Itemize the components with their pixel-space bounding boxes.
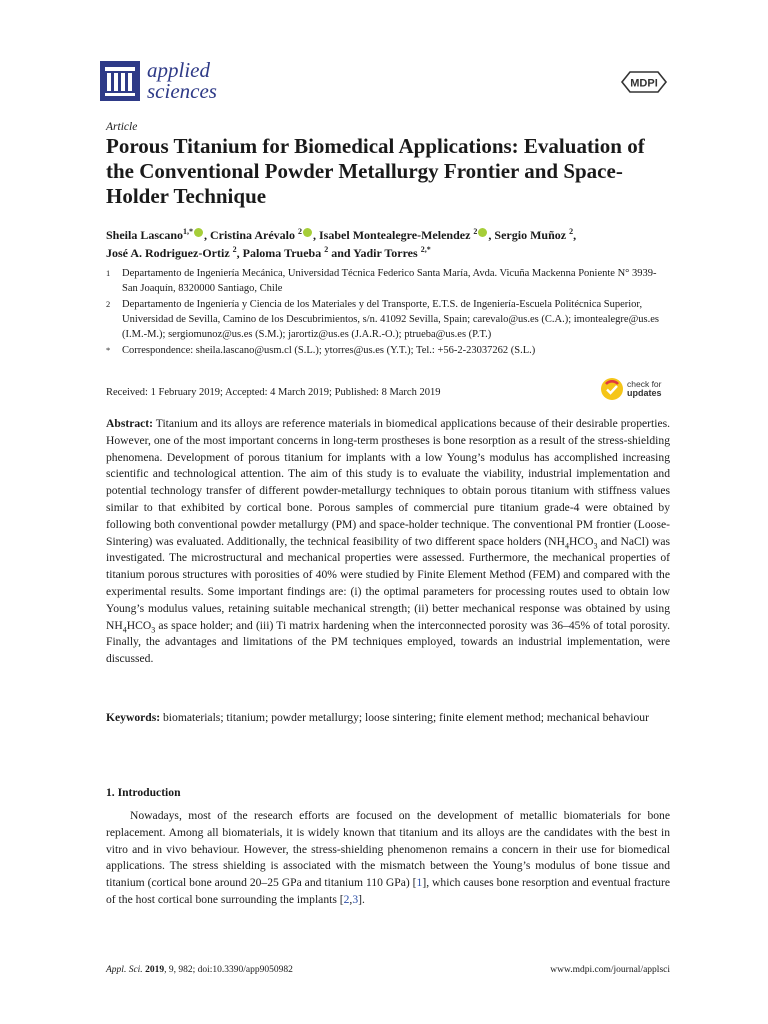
keywords-label: Keywords: bbox=[106, 711, 161, 724]
affiliation-number: * bbox=[106, 345, 111, 355]
keywords bbox=[106, 710, 670, 727]
publication-dates: Received: 1 February 2019; Accepted: 4 March 2019; Published: 8 March 2019 bbox=[106, 387, 441, 398]
publisher-name: MDPI bbox=[630, 77, 658, 90]
author-name[interactable]: , Isabel Montealegre-Melendez bbox=[313, 228, 471, 242]
article-title: Porous Titanium for Biomedical Applications: Evaluation of the Conventional Powder Metallurgy Frontier and Space-Holder Technique bbox=[106, 134, 645, 208]
citation-link[interactable]: 3 bbox=[352, 892, 359, 906]
check-for-updates-badge[interactable] bbox=[600, 377, 662, 401]
formula-subscript: 3 bbox=[593, 540, 598, 550]
journal-url[interactable]: www.mdpi.com/journal/applsci bbox=[550, 965, 670, 975]
citation-footer bbox=[106, 965, 293, 975]
paragraph-text: ]. bbox=[358, 892, 365, 906]
author-affil-sup: 2 bbox=[232, 245, 237, 254]
formula-subscript: 4 bbox=[122, 624, 127, 634]
footer-journal: Appl. Sci. bbox=[106, 965, 143, 975]
affiliation-text: Departamento de Ingeniería y Ciencia de los Materiales y del Transporte, E.T.S. de Ingeniería-Escuela Politécnica Superior, Universidad de Sevilla, Camino de los Descubrimientos, s/n. 41092 Sevilla, Spain; carevalo@us.es (C.A.); imontealegre@us.es (I.M.-M.); sergiomunoz@us.es (S.M.); jarortiz@us.es (J.A.R.-O.); ptrueba@us.es (P.T.) bbox=[122, 299, 659, 340]
author-affil-sup: 2 bbox=[324, 245, 329, 254]
author-affil-sup: 1,* bbox=[183, 227, 194, 236]
author-name[interactable]: José A. Rodriguez-Ortiz bbox=[106, 246, 230, 260]
citation-link[interactable]: 1 bbox=[416, 876, 423, 890]
abstract-text: Titanium and its alloys are reference materials in biomedical applications because of their desirable properties. However, one of the most important concerns in long-term prostheses is bone resorption as a result of the stress-shielding phenomena. Development of porous titanium for implants with a low Young’s modulus has accomplished increasing scientific and technological attention. The aim of this study is to evaluate the viability, industrial implementation and potential technology transfer of different powder-metallurgy techniques to obtain porous titanium with stiffness values similar to that exhibited by cortical bone. Porous samples of commercial pure titanium grade-4 were obtained by following both conventional powder metallurgy (PM) and space-holder technique. The conventional PM frontier (Loose-Sintering) was evaluated. Additionally, the technical feasibility of two different space holders (NH bbox=[106, 417, 670, 548]
paragraph-text: Nowadays, most of the research efforts are focused on the development of metallic biomaterials for bone replacement. Among all biomaterials, it is widely known that titanium and its alloys are the candidates with the best in vitro and in vivo behaviour. However, the stress-shielding phenomenon remains a concern in their use for biomedical applications. The stress shielding is associated with the mismatch between the Young’s modulus of bone tissue and titanium (cortical bone around 20–25 GPa and titanium 110 GPa) [ bbox=[106, 809, 670, 890]
author-affil-sup: 2 bbox=[298, 227, 303, 236]
author-affil-sup: 2 bbox=[473, 227, 478, 236]
check-updates-line2: updates bbox=[627, 388, 662, 398]
author-name[interactable]: , Paloma Trueba bbox=[236, 246, 322, 260]
author-name[interactable]: and Yadir Torres bbox=[328, 246, 418, 260]
author-name[interactable]: , Cristina Arévalo bbox=[204, 228, 296, 242]
correspondence-text: Correspondence: sheila.lascano@usm.cl (S.L.); ytorres@us.es (Y.T.); Tel.: +56-2-23037262 (S.L.) bbox=[122, 345, 536, 356]
article-type: Article bbox=[106, 121, 138, 133]
orcid-icon[interactable] bbox=[303, 228, 312, 237]
abstract-text: HCO bbox=[569, 534, 594, 548]
orcid-icon[interactable] bbox=[478, 228, 487, 237]
author-separator: , bbox=[573, 228, 577, 242]
journal-columns-icon bbox=[100, 61, 140, 101]
abstract bbox=[106, 416, 670, 668]
footer-year: 2019 bbox=[145, 965, 165, 975]
introduction-paragraph bbox=[106, 808, 670, 909]
paragraph-text: ], which causes bone resorption and eventual fracture of the host cortical bone surrounding the implants [ bbox=[106, 876, 670, 906]
affiliation-number: 1 bbox=[106, 268, 111, 278]
check-updates-icon bbox=[600, 377, 624, 401]
affiliations bbox=[106, 266, 670, 359]
correspondence-item bbox=[106, 343, 670, 358]
journal-name-line2: sciences bbox=[147, 79, 217, 103]
affiliation-item bbox=[106, 266, 670, 296]
affiliation-number: 2 bbox=[106, 299, 111, 309]
check-updates-line1: check for bbox=[627, 379, 662, 389]
orcid-icon[interactable] bbox=[194, 228, 203, 237]
journal-name-line1: applied bbox=[147, 58, 210, 82]
citation-link[interactable]: 2 bbox=[343, 892, 350, 906]
author-name[interactable]: Sheila Lascano bbox=[106, 228, 184, 242]
author-name[interactable]: , Sergio Muñoz bbox=[488, 228, 567, 242]
affiliation-item bbox=[106, 297, 670, 342]
formula-subscript: 3 bbox=[151, 624, 156, 634]
author-affil-sup: 2,* bbox=[420, 245, 431, 254]
abstract-text: and NaCl) was investigated. The microstructural and mechanical properties were assessed. Furthermore, the mechanical properties of titanium porous structures with porosities of 40% were studied by Finite Element Method (FEM) and compared with the experimental results. Some important findings are: (i) the optimal parameters for processing routes used to obtain low Young’s modulus values, retaining suitable mechanical strength; (ii) better mechanical response was obtained by using NH bbox=[106, 534, 670, 632]
author-list bbox=[106, 226, 666, 262]
abstract-text: HCO bbox=[126, 618, 152, 632]
formula-subscript: 4 bbox=[565, 540, 569, 550]
footer-doi: , 9, 982; doi:10.3390/app9050982 bbox=[164, 965, 293, 975]
abstract-label: Abstract: bbox=[106, 417, 154, 430]
abstract-text: as space holder; and (iii) Ti matrix hardening when the interconnected porosity was 36–45% of total porosity. Finally, the advantages and limitations of the PM techniques employed, towards an industrial implementation, were discussed. bbox=[106, 618, 670, 666]
check-updates-label bbox=[627, 380, 662, 398]
journal-logo[interactable] bbox=[100, 60, 217, 102]
publisher-logo[interactable] bbox=[620, 68, 668, 101]
mdpi-logo-icon bbox=[620, 68, 668, 96]
keywords-text: biomaterials; titanium; powder metallurgy; loose sintering; finite element method; mechanical behaviour bbox=[160, 711, 649, 724]
paragraph-text: , bbox=[349, 892, 353, 906]
journal-name bbox=[147, 60, 217, 102]
affiliation-text: Departamento de Ingeniería Mecánica, Universidad Técnica Federico Santa María, Avda. Vicuña Mackenna Poniente N° 3939- San Joaquín, 8320000 Santiago, Chile bbox=[122, 268, 657, 294]
author-affil-sup: 2 bbox=[569, 227, 574, 236]
section-heading: 1. Introduction bbox=[106, 786, 181, 799]
